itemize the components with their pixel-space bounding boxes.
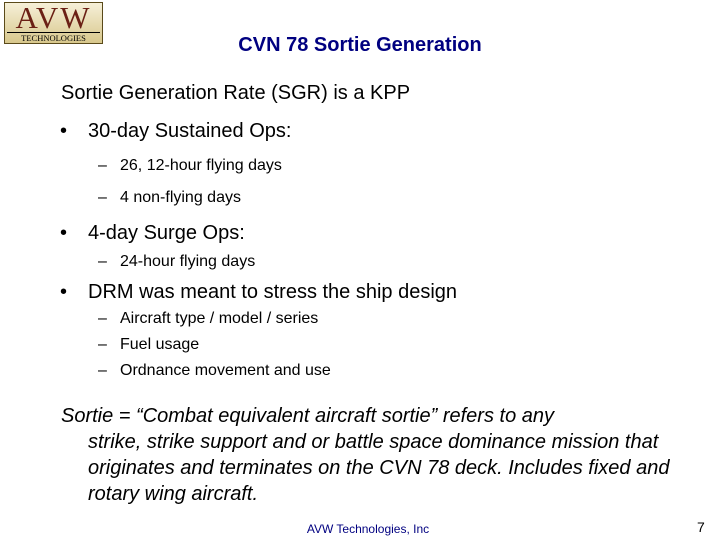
sub-bullet-item — [98, 310, 319, 328]
dash-marker: – — [98, 362, 107, 379]
sub-bullet-text: 26, 12-hour flying days — [120, 157, 282, 174]
bullet-item — [60, 281, 458, 304]
bullet-item — [60, 120, 292, 143]
bullet-item — [60, 222, 245, 245]
dash-marker: – — [98, 336, 107, 353]
bullet-text: DRM was meant to stress the ship design — [88, 281, 458, 303]
sub-bullet-text: 4 non-flying days — [120, 189, 241, 206]
slide-title — [0, 34, 720, 57]
bullet-text: 30-day Sustained Ops: — [88, 120, 292, 142]
dash-marker: – — [98, 253, 107, 270]
definition-continuation: strike, strike support and or battle space dominance mission that originates and terminates on the CVN 78 deck. Includes fixed and rotary wing aircraft. — [88, 431, 670, 505]
sub-bullet-text: Aircraft type / model / series — [120, 310, 319, 327]
page-number: 7 — [697, 519, 705, 535]
sub-bullet-item — [98, 336, 200, 354]
sub-bullet-item — [98, 362, 331, 380]
footer-text: AVW Technologies, Inc — [306, 522, 430, 536]
sub-bullet-item — [98, 189, 241, 207]
sub-bullet-text: Ordnance movement and use — [120, 362, 331, 379]
dash-marker: – — [98, 310, 107, 327]
logo-sub-text: TECHNOLOGIES — [7, 32, 100, 43]
slide-title-text: CVN 78 Sortie Generation — [238, 34, 482, 56]
sub-bullet-text: Fuel usage — [120, 336, 200, 353]
dash-marker: – — [98, 157, 107, 174]
logo-main-text: AVW — [15, 0, 92, 35]
sub-bullet-item — [98, 157, 282, 175]
sub-bullet-text: 24-hour flying days — [120, 253, 256, 270]
bullet-marker: • — [60, 281, 68, 303]
dash-marker: – — [98, 189, 107, 206]
intro-text: Sortie Generation Rate (SGR) is a KPP — [61, 82, 411, 104]
sub-bullet-item — [98, 253, 256, 271]
definition-first-line: Sortie = “Combat equivalent aircraft sortie” refers to any — [61, 405, 554, 427]
bullet-marker: • — [60, 120, 68, 142]
bullet-marker: • — [60, 222, 68, 244]
sortie-definition — [61, 403, 701, 507]
bullet-text: 4-day Surge Ops: — [88, 222, 245, 244]
